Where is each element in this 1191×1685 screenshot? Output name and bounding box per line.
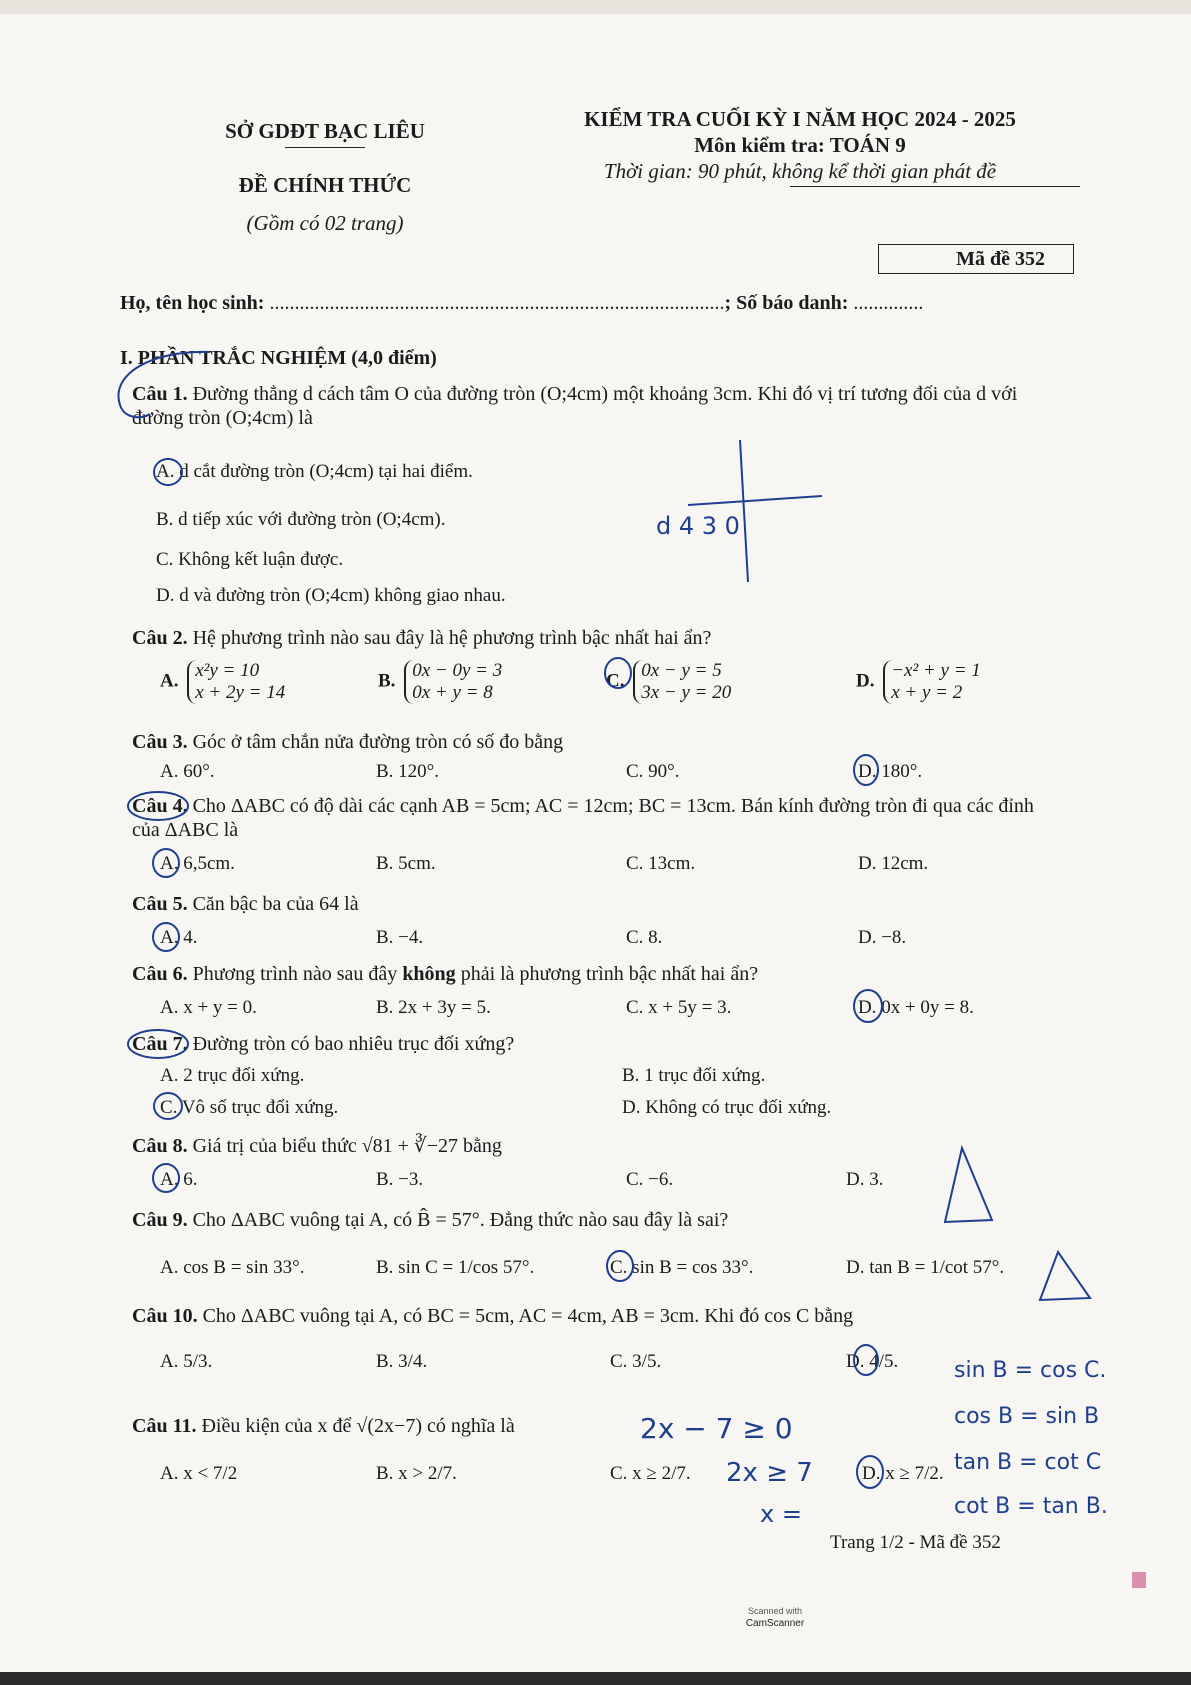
camscanner-badge <box>744 1606 806 1664</box>
q5-option-b: B. −4. <box>376 927 424 948</box>
trig-note-4: cot B = tan B. <box>954 1494 1108 1519</box>
question-label: Câu 3. <box>132 731 188 753</box>
question-6 <box>132 962 1032 986</box>
scan-top-edge <box>0 0 1191 14</box>
q9-option-d: D. tan B = 1/cot 57°. <box>846 1257 1005 1278</box>
question-5 <box>132 892 359 916</box>
question-text: Cho ΔABC vuông tại A, có BC = 5cm, AC = 4cm, AB = 3cm. Khi đó cos C bằng <box>202 1305 854 1327</box>
equation-system: −x² + y = 1 x + y = 2 <box>883 660 987 704</box>
question-2 <box>132 626 1062 650</box>
emphasis-text: không <box>402 963 456 985</box>
scan-color-mark <box>1132 1572 1146 1588</box>
q10-option-a: A. 5/3. <box>160 1351 213 1372</box>
question-label: Câu 4. <box>132 795 188 817</box>
student-name-label: Họ, tên học sinh: <box>120 292 265 314</box>
q11-option-d: D. x ≥ 7/2. <box>862 1463 944 1484</box>
student-info-line <box>120 292 1070 315</box>
trig-note-3: tan B = cot C <box>954 1450 1102 1475</box>
q3-option-c: C. 90°. <box>626 761 680 782</box>
department-name: SỞ GDĐT BẠC LIÊU <box>225 119 425 143</box>
q10-option-c: C. 3/5. <box>610 1351 662 1372</box>
time-underline <box>790 186 1080 187</box>
q1-option-a: A. d cắt đường tròn (O;4cm) tại hai điểm. <box>156 461 473 482</box>
student-id-label: ; Số báo danh: <box>724 292 849 314</box>
scanner-brand: CamScanner <box>745 1618 805 1629</box>
equation-system: x²y = 10 x + 2y = 14 <box>187 660 291 704</box>
question-text: phải là phương trình bậc nhất hai ẩn? <box>455 963 759 985</box>
q2-option-c: C. 0x − y = 5 3x − y = 20 <box>606 660 737 704</box>
q5-option-a: A. 4. <box>160 927 198 948</box>
question-8 <box>132 1134 502 1158</box>
page-footer: Trang 1/2 - Mã đề 352 <box>830 1532 1001 1553</box>
q1-option-d: D. d và đường tròn (O;4cm) không giao nhau. <box>156 585 506 606</box>
equation-system: 0x − 0y = 3 0x + y = 8 <box>404 660 508 704</box>
q7-option-d: D. Không có trục đối xứng. <box>622 1097 832 1118</box>
q7-option-a: A. 2 trục đối xứng. <box>160 1065 305 1086</box>
q2-option-b: B. 0x − 0y = 3 0x + y = 8 <box>378 660 508 704</box>
question-4 <box>132 794 1062 842</box>
question-text: Phương trình nào sau đây <box>192 963 403 985</box>
q6-option-d: D. 0x + 0y = 8. <box>858 997 974 1018</box>
q3-option-b: B. 120°. <box>376 761 440 782</box>
question-text: Cho ΔABC vuông tại A, có B̂ = 57°. Đẳng thức nào sau đây là sai? <box>192 1209 729 1231</box>
question-label: Câu 9. <box>132 1209 188 1231</box>
q5-option-d: D. −8. <box>858 927 907 948</box>
question-text: Giá trị của biểu thức √81 + ∛−27 bằng <box>192 1135 502 1157</box>
question-7 <box>132 1032 514 1056</box>
q7-option-c: C. Vô số trục đối xứng. <box>160 1097 339 1118</box>
question-10 <box>132 1304 853 1328</box>
pages-note: (Gồm có 02 trang) <box>246 211 404 235</box>
question-text: Căn bậc ba của 64 là <box>192 893 359 915</box>
q11-option-a: A. x < 7/2 <box>160 1463 238 1484</box>
q9-option-a: A. cos B = sin 33°. <box>160 1257 305 1278</box>
q1-option-b: B. d tiếp xúc với đường tròn (O;4cm). <box>156 509 446 530</box>
question-9 <box>132 1208 728 1232</box>
q1-sketch-label: d 4 3 0 <box>656 512 740 540</box>
question-text: Cho ΔABC có độ dài các cạnh AB = 5cm; AC = 12cm; BC = 13cm. Bán kính đường tròn đi qua các đỉnh của ΔABC là <box>132 795 1034 841</box>
q8-option-b: B. −3. <box>376 1169 424 1190</box>
q11-option-c: C. x ≥ 2/7. <box>610 1463 691 1484</box>
question-text: Điều kiện của x để √(2x−7) có nghĩa là <box>201 1415 515 1437</box>
q6-option-b: B. 2x + 3y = 5. <box>376 997 491 1018</box>
q1-option-c: C. Không kết luận được. <box>156 549 344 570</box>
header-right <box>560 106 1040 187</box>
question-label: Câu 8. <box>132 1135 188 1157</box>
equation-system: 0x − y = 5 3x − y = 20 <box>633 660 737 704</box>
q3-option-d: D. 180°. <box>858 761 923 782</box>
header-left <box>150 118 500 236</box>
q2-option-a: A. x²y = 10 x + 2y = 14 <box>160 660 291 704</box>
q10-option-d: D. 4/5. <box>846 1351 899 1372</box>
q8-option-c: C. −6. <box>626 1169 674 1190</box>
q10-option-b: B. 3/4. <box>376 1351 428 1372</box>
q11-working-2: 2x ≥ 7 <box>726 1458 813 1488</box>
trig-note-1: sin B = cos C. <box>954 1358 1107 1383</box>
q11-working-3: x = <box>760 1500 802 1528</box>
header-rule <box>285 147 365 148</box>
q2-option-d: D. −x² + y = 1 x + y = 2 <box>856 660 987 704</box>
question-text: Góc ở tâm chắn nửa đường tròn có số đo bằng <box>192 731 564 753</box>
trig-note-2: cos B = sin B <box>954 1404 1100 1429</box>
question-text: Hệ phương trình nào sau đây là hệ phương trình bậc nhất hai ẩn? <box>192 627 712 649</box>
exam-time: Thời gian: 90 phút, không kể thời gian phát đề <box>603 159 997 183</box>
section-heading: I. PHẦN TRẮC NGHIỆM (4,0 điểm) <box>120 347 437 369</box>
scanner-caption: Scanned with <box>747 1606 803 1616</box>
question-3 <box>132 730 563 754</box>
question-label: Câu 2. <box>132 627 188 649</box>
q8-option-a: A. 6. <box>160 1169 198 1190</box>
question-text: Đường thẳng d cách tâm O của đường tròn (O;4cm) một khoảng 3cm. Khi đó vị trí tương đối của d với đường tròn (O;4cm) là <box>132 383 1018 429</box>
question-label: Câu 10. <box>132 1305 198 1327</box>
q11-working-1: 2x − 7 ≥ 0 <box>640 1412 793 1445</box>
q8-option-d: D. 3. <box>846 1169 884 1190</box>
q4-option-c: C. 13cm. <box>626 853 696 874</box>
q9-option-c: C. sin B = cos 33°. <box>610 1257 754 1278</box>
student-id-field: .............. <box>853 292 924 314</box>
question-label: Câu 11. <box>132 1415 197 1437</box>
q6-option-c: C. x + 5y = 3. <box>626 997 732 1018</box>
q4-option-d: D. 12cm. <box>858 853 929 874</box>
q7-option-b: B. 1 trục đối xứng. <box>622 1065 766 1086</box>
exam-code-box: Mã đề 352 <box>878 244 1074 274</box>
question-label: Câu 7. <box>132 1033 188 1055</box>
question-11 <box>132 1414 515 1438</box>
exam-title: KIỂM TRA CUỐI KỲ I NĂM HỌC 2024 - 2025 <box>584 107 1016 131</box>
question-label: Câu 1. <box>132 383 188 405</box>
q6-option-a: A. x + y = 0. <box>160 997 257 1018</box>
question-label: Câu 5. <box>132 893 188 915</box>
scan-bottom-edge <box>0 1672 1191 1685</box>
q11-option-b: B. x > 2/7. <box>376 1463 457 1484</box>
q4-option-a: A. 6,5cm. <box>160 853 235 874</box>
q5-option-c: C. 8. <box>626 927 663 948</box>
question-1 <box>132 382 1062 430</box>
question-label: Câu 6. <box>132 963 188 985</box>
question-text: Đường tròn có bao nhiêu trục đối xứng? <box>192 1033 515 1055</box>
student-name-field: ........................................................................................... <box>269 292 725 314</box>
exam-subject: Môn kiểm tra: TOÁN 9 <box>694 133 906 157</box>
q9-option-b: B. sin C = 1/cos 57°. <box>376 1257 535 1278</box>
q4-option-b: B. 5cm. <box>376 853 436 874</box>
official-label: ĐỀ CHÍNH THỨC <box>238 173 412 197</box>
q3-option-a: A. 60°. <box>160 761 215 782</box>
